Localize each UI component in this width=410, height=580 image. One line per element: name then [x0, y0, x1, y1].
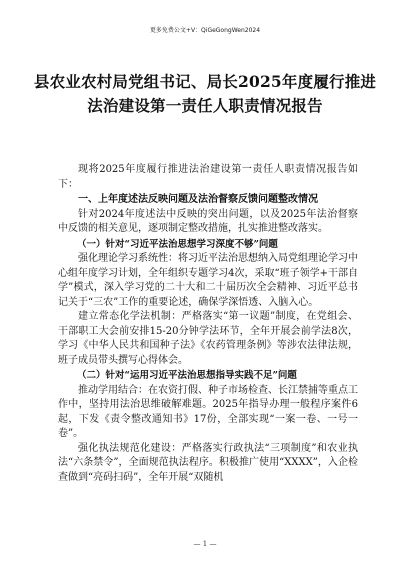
body-paragraph: 建立常态化学法机制：严格落实“第一议题”制度，在党组会、干部职工大会前安排15-20分钟学法环节，全年开展会前学法8次，学习《中华人民共和国种子法》《农药管理条例》等涉农法律法规，班子成员带头撰写心得体会。 [58, 311, 358, 366]
body-paragraph: 强化执法规范化建设：严格落实行政执法“三项制度”和农业执法“六条禁令”，全面规范执法程序。积极推广使用“XXXX”，入企检查做到“亮码扫码”，全年开展“双随机 [58, 442, 358, 483]
page-number: — 1 — [193, 540, 217, 548]
body-paragraph: 针对2024年度述法中反映的突出问题，以及2025年法治督察中反馈的相关意见，逐项制定整改措施，扎实推进整改落实。 [58, 208, 358, 234]
subsection-heading: （一）针对“习近平法治思想学习深度不够”问题 [77, 238, 278, 250]
document-body [58, 163, 358, 485]
body-paragraph: 推动学用结合：在农资打假、种子市场检查、长江禁捕等重点工作中，坚持用法治思维破解难题。2025年指导办理一般程序案件6起，下发《责令整改通知书》17份，全部实现“一案一卷、一号一卷”。 [58, 384, 358, 439]
header-note: 更多免费公文+V：QiGeGongWen2024 [149, 27, 261, 34]
body-paragraph: 强化理论学习系统性：将习近平法治思想纳入局党组理论学习中心组年度学习计划，全年组织专题学习4次，采取“班子领学+干部自学”模式，深入学习党的二十大和二十届历次全会精神、习近平总书记关于“三农”工作的重要论述，确保学深悟透、入脑入心。 [58, 253, 358, 308]
section-heading: 一、上年度述法反映问题及法治督察反馈问题整改情况 [78, 194, 318, 205]
subsection-heading: （二）针对“运用习近平法治思想指导实践不足”问题 [77, 370, 297, 381]
document-title: 县农业农村局党组书记、局长2025年度履行推进法治建设第一责任人职责情况报告 [33, 72, 377, 115]
body-paragraph: 现将2025年度履行推进法治建设第一责任人职责情况报告如下： [58, 164, 358, 190]
